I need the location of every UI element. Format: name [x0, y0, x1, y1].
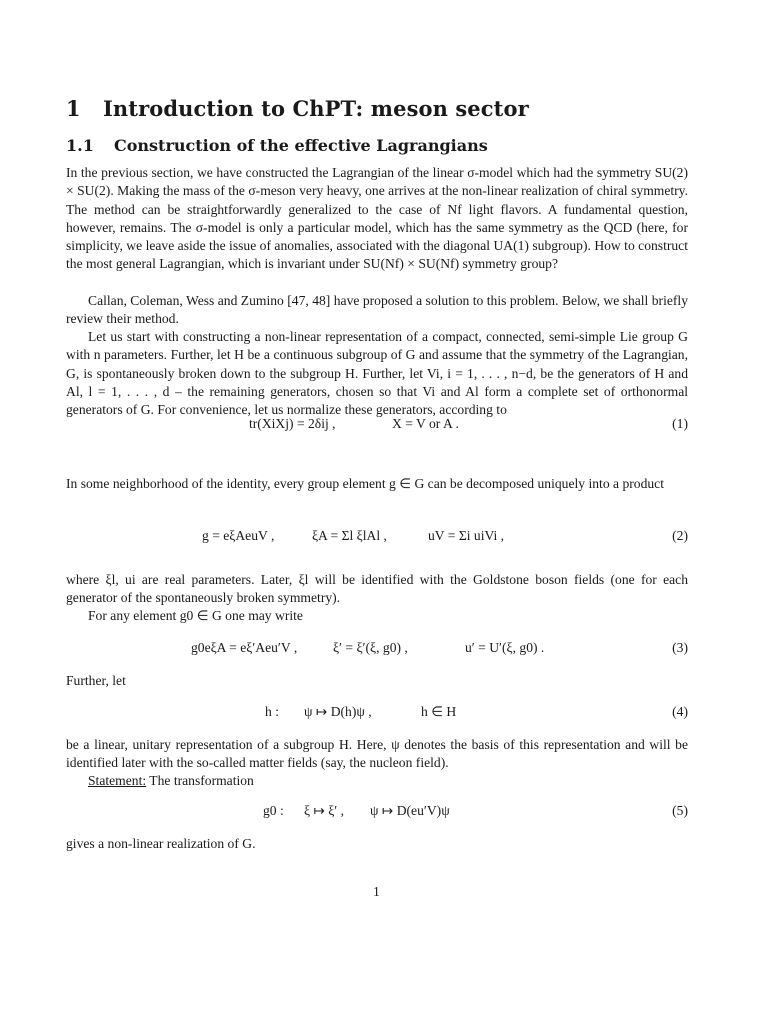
- equation-5-part-c: ψ ↦ D(eu′V)ψ: [370, 803, 450, 818]
- statement-label: Statement:: [88, 773, 147, 788]
- equation-2: [66, 528, 688, 550]
- equation-5-part-b: ξ ↦ ξ′ ,: [304, 803, 345, 818]
- equation-3-part-a: g0eξA = eξ′Aeu′V ,: [191, 640, 298, 655]
- equation-1-tag: (1): [672, 416, 688, 431]
- equation-2-tag: (2): [672, 528, 688, 543]
- equation-3-tag: (3): [672, 640, 688, 655]
- equation-5-part-a: g0 :: [263, 803, 284, 818]
- paragraph-5: where ξl, ui are real parameters. Later, ξl will be identified with the Goldstone boson fields (one for each generator of the spontaneously broken symmetry).: [66, 572, 688, 606]
- equation-4-part-b: ψ ↦ D(h)ψ ,: [304, 704, 372, 719]
- paragraph-10: gives a non-linear realization of G.: [66, 836, 256, 851]
- subsection-title: Construction of the effective Lagrangians: [114, 136, 488, 155]
- paragraph-9: [66, 772, 688, 790]
- equation-4-part-a: h :: [265, 704, 279, 719]
- page-number: 1: [373, 884, 380, 899]
- paragraph-1: In the previous section, we have constructed the Lagrangian of the linear σ-model which had the symmetry SU(2) × SU(2). Making the mass of the σ-meson very heavy, one arrives at the non-linear realization of chiral symmetry. The method can be straightforwardly generalized to the case of Nf light flavors. A fundamental question, however, remains. The σ-model is only a particular model, which has the same symmetry as the QCD (here, for simplicity, we leave aside the issue of anomalies, associated with the diagonal UA(1) subgroup). How to construct the most general Lagrangian, which is invariant under SU(Nf) × SU(Nf) symmetry group?: [66, 165, 688, 272]
- equation-5: [66, 803, 688, 825]
- paragraph-4: In some neighborhood of the identity, every group element g ∈ G can be decomposed uniquely into a product: [66, 476, 664, 491]
- equation-1-left: tr(XiXj) = 2δij ,: [249, 416, 336, 431]
- equation-3-part-b: ξ′ = ξ′(ξ, g0) ,: [333, 640, 408, 655]
- equation-2-part-a: g = eξAeuV ,: [202, 528, 275, 543]
- equation-5-tag: (5): [672, 803, 688, 818]
- paragraph-6: For any element g0 ∈ G one may write: [88, 608, 303, 623]
- equation-3: [66, 640, 688, 662]
- section-title: Introduction to ChPT: meson sector: [103, 96, 529, 121]
- equation-4: [66, 704, 688, 726]
- equation-3-part-c: u′ = U′(ξ, g0) .: [465, 640, 545, 655]
- equation-2-part-c: uV = Σi uiVi ,: [428, 528, 505, 543]
- section-heading: [66, 96, 529, 121]
- equation-4-part-c: h ∈ H: [421, 704, 457, 719]
- equation-2-part-b: ξA = Σl ξlAl ,: [312, 528, 387, 543]
- section-number: 1: [66, 96, 81, 121]
- equation-4-tag: (4): [672, 704, 688, 719]
- paragraph-7: Further, let: [66, 673, 126, 688]
- subsection-heading: [66, 136, 488, 155]
- paragraph-3: Let us start with constructing a non-linear representation of a compact, connected, semi-simple Lie group G with n parameters. Further, let H be a continuous subgroup of G and assume that the symmetry of the Lagrangian, G, is spontaneously broken down to the subgroup H. Further, let Vi, i = 1, . . . , n−d, be the generators of H and Al, l = 1, . . . , d – the remaining generators, chosen so that Vi and Al form a complete set of orthonormal generators of G. For convenience, let us normalize these generators, according to: [66, 329, 688, 418]
- statement-text: The transformation: [146, 773, 254, 788]
- paragraph-2: Callan, Coleman, Wess and Zumino [47, 48] have proposed a solution to this problem. Below, we shall briefly review their method.: [66, 293, 688, 327]
- equation-1-right: X = V or A .: [392, 416, 459, 431]
- paragraph-8: be a linear, unitary representation of a subgroup H. Here, ψ denotes the basis of this representation and will be identified later with the so-called matter fields (say, the nucleon field).: [66, 737, 688, 771]
- equation-1: [66, 416, 688, 438]
- subsection-number: 1.1: [66, 136, 94, 155]
